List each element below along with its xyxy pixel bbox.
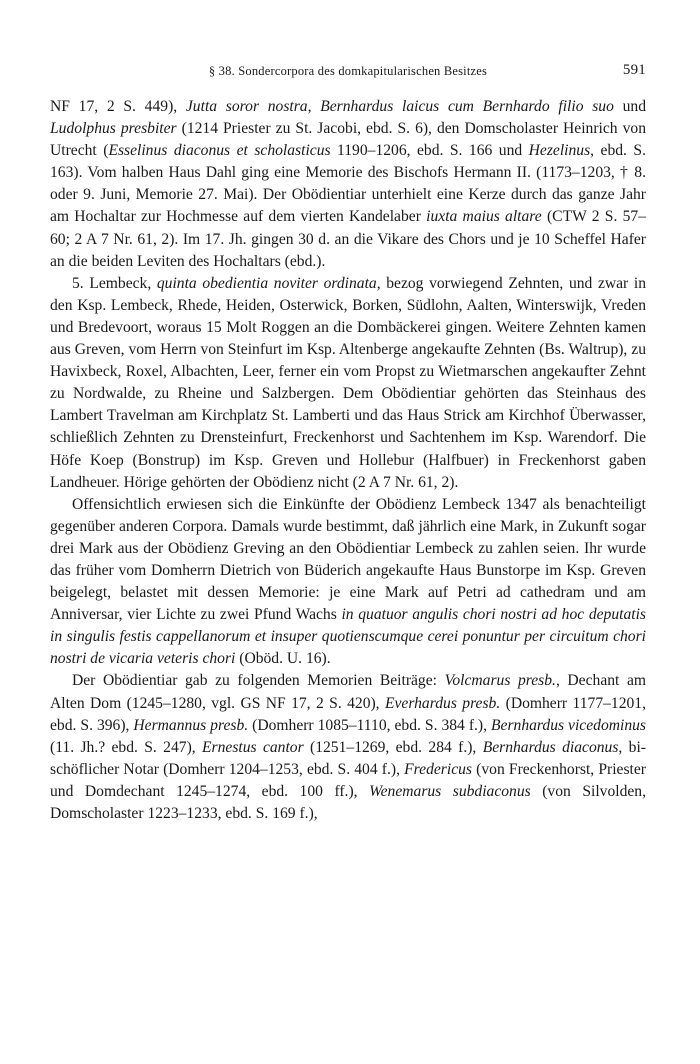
italic-text: Ludolphus presbiter (50, 120, 177, 138)
paragraph (50, 670, 646, 825)
italic-text: Hermannus presb. (133, 716, 249, 734)
italic-text: Ernestus cantor (202, 738, 304, 756)
text-run: , Dechant am Alten Dom (1245–1280, vgl. GS NF 17, 2 S. 420), (50, 672, 646, 712)
italic-text: Jutta soror nostra, Bernhardus laicus cum Bernhardo filio suo (185, 98, 614, 115)
italic-text: iuxta maius altare (426, 208, 542, 226)
text-run: (11. Jh.? ebd. S. 247), (50, 738, 203, 756)
text-run: (von Freckenhorst, Priester und Domdechant 1245–1274, ebd. 100 ff.), (50, 760, 646, 800)
italic-text: Bernhardus vicedominus (491, 716, 647, 734)
text-run: (CTW 2 S. 57–60; 2 A 7 Nr. 61, 2). Im 17. Jh. gingen 30 d. an die Vikare des Chors und je 10 Scheffel Hafer an die beiden Leviten des Hochaltars (ebd.). (50, 208, 646, 270)
text-run: (1214 Priester zu St. Jacobi, ebd. S. 6), den Domscholaster Heinrich von Utrecht ( (50, 120, 647, 160)
text-run: (Domherr 1085–1110, ebd. S. 384 f.), (248, 716, 492, 734)
text-run: , bezog vorwiegend Zehnten, und zwar in den Ksp. Lembeck, Rhede, Heiden, Osterwick, Borken, Südlohn, Aalten, Winterswijk, Vreden und Bredevoort, woraus 15 Molt Roggen an die Dombäckerei gingen. Weitere Zehnten kamen aus Greven, vom Herrn von Steinfurt im Ksp. Altenberge angekaufte Zehnten (Bs. Waltrup), zu Havixbeck, Roxel, Albachten, Leer, ferner ein vom Propst zu Wietmarschen angekaufter Zehnt zu Nordwalde, zu Rheine und Salzbergen. Dem Obödientiar gehörten das Steinhaus des Lambert Travelman am Kirchplatz St. Lamberti und das Haus Strick am Kirchhof Überwasser, schließlich Zehnten zu Drensteinfurt, Freckenhorst und Sachtenhem im Ksp. Warendorf. Die Höfe Koep (Bonstrup) im Ksp. Greven und Hollebur (Halfbuer) in Freckenhorst gaben Landheuer. Hörige gehörten der Obödienz nicht (2 A 7 Nr. 61, 2). (50, 274, 646, 491)
text-run: , ebd. S. 163). Vom halben Haus Dahl ging eine Memorie des Bischofs Hermann II. (1173–1203, † 8. oder 9. Juni, Memorie 27. Mai). Der Obödientiar unterhielt eine Kerze durch das ganze Jahr am Hochaltar zur Hochmesse auf dem vierten Kandelaber (50, 142, 646, 226)
italic-text: Hezelinus (528, 142, 591, 160)
body-text (50, 96, 646, 825)
paragraph (50, 273, 646, 494)
text-run: 5. Lembeck, (72, 274, 157, 292)
text-run: Offensichtlich erwiesen sich die Einkünfte der Obödienz Lembeck 1347 als benachteiligt gegenüber anderen Corpora. Damals wurde bestimmt, daß jährlich eine Mark, in Zukunft sogar drei Mark aus der Obödienz Greving an den Obödientiar Lembeck zu zahlen seien. Ihr wurde das früher vom Domherrn Dietrich von Büderich angekaufte Haus Bunstorpe im Ksp. Greven beigelegt, belastet mit dessen Memorie: je eine Mark auf Petri ad cathedram und am Anniversar, vier Lichte zu zwei Pfund Wachs (50, 495, 646, 624)
text-run: 1190–1206, ebd. S. 166 und (330, 142, 529, 160)
running-head: § 38. Sondercorpora des domkapitularischen Besitzes (208, 64, 488, 78)
italic-text: Esselinus diaconus et scholasticus (108, 142, 331, 160)
text-run: NF 17, 2 S. 449), (50, 98, 186, 115)
italic-text: Fredericus (404, 760, 472, 778)
text-run: (Oböd. U. 16). (235, 650, 331, 668)
book-page (50, 62, 646, 825)
italic-text: Everhardus presb. (384, 694, 501, 712)
text-run: (von Silvolden, Domscholaster 1223–1233, ebd. S. 169 f.), (50, 782, 647, 822)
text-run: und (613, 98, 646, 115)
text-run: (Domherr 1177–1201, ebd. S. 396), (50, 694, 646, 734)
text-run: Der Obödientiar gab zu folgenden Memorien Beiträge: (72, 672, 445, 690)
page-number: 591 (622, 62, 646, 78)
page-header (50, 62, 646, 84)
italic-text: Wenemarus subdiaconus (369, 782, 531, 800)
italic-text: Bernhardus diaconus (482, 738, 619, 756)
italic-text: in quatuor angulis chori nostri ad hoc deputatis in singulis festis cappellanorum et insuper quotienscumque cerei ponuntur per circuitum chori nostri de vicaria veteris chori (50, 606, 646, 668)
italic-text: Volcmarus presb. (444, 672, 556, 690)
paragraph (50, 96, 646, 273)
italic-text: quinta obedientia noviter ordinata (156, 274, 377, 292)
text-run: , bischöflicher Notar (Domherr 1204–1253, ebd. S. 404 f.), (50, 738, 646, 778)
paragraph (50, 494, 646, 671)
text-run: (1251–1269, ebd. 284 f.), (303, 738, 483, 756)
